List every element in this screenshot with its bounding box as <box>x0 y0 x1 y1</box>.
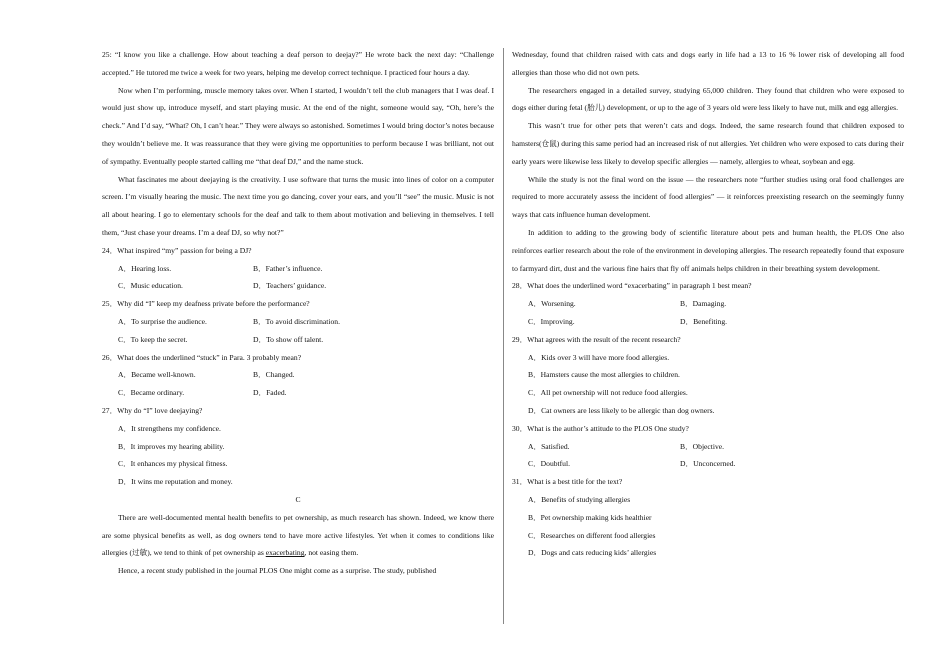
question-26-option-d[interactable]: D．Faded. <box>253 388 287 398</box>
passage-c-paragraph-6: In addition to adding to the growing body of scientific literature about pets and human health, the PLOS One also reinforces earlier research about the role of the environment in developing allergies. The research repeatedly found that exposure to farmyard dirt, dust and the various fine hairs that fly off animals helps children in their breathing system development. <box>512 227 904 273</box>
question-25-option-c[interactable]: C．To keep the secret. <box>118 334 188 344</box>
question-31-option-b[interactable]: B．Pet ownership making kids healthier <box>528 512 652 522</box>
question-25 <box>102 295 494 348</box>
question-29-option-a[interactable]: A．Kids over 3 will have more food allergies. <box>528 352 670 362</box>
question-28-stem: 28．What does the underlined word “exacerbating” in paragraph 1 best mean? <box>512 281 752 291</box>
question-30-option-c[interactable]: C．Doubtful. <box>528 459 570 469</box>
question-24-option-d[interactable]: D．Teachers’ guidance. <box>253 281 327 291</box>
question-29-option-b[interactable]: B．Hamsters cause the most allergies to children. <box>528 370 680 380</box>
question-27-option-a[interactable]: A．It strengthens my confidence. <box>118 423 221 433</box>
question-25-option-a[interactable]: A．To surprise the audience. <box>118 316 207 326</box>
question-26 <box>102 349 494 402</box>
question-30 <box>512 420 904 473</box>
question-26-option-b[interactable]: B．Changed. <box>253 370 295 380</box>
passage-c-paragraph-4: This wasn’t true for other pets that weren’t cats and dogs. Indeed, the same research found that children exposed to hamsters(仓鼠) during this same period had an increased risk of nut allergies. Yet children who were exposed to cats during their early years were likewise less likely to develop specific allergies — namely, allergies to wheat, soybean and egg. <box>512 121 904 166</box>
question-28 <box>512 277 904 330</box>
question-28-option-d[interactable]: D．Benefiting. <box>680 316 728 326</box>
question-25-stem: 25．Why did “I” keep my deafness private before the performance? <box>102 299 310 309</box>
passage-c-paragraph-1-text-a: There are well-documented mental health benefits to pet ownership, as much research has shown. Indeed, we know there are some physical benefits as well, as dog owners tend to have more active lifestyles. Yet when it comes to conditions like allergies (过敏), we tend to think of pet ownership as <box>102 512 494 558</box>
passage-c-paragraph-3: The researchers engaged in a detailed survey, studying 65,000 children. They found that children who were exposed to dogs either during fetal (胎儿) development, or up to the age of 3 years old were less likely to have nut, milk and egg allergies. <box>512 85 904 113</box>
passage-c-paragraph-1-text-b: , not easing them. <box>304 548 359 558</box>
passage-c-paragraph-1 <box>102 509 494 562</box>
question-24 <box>102 242 494 295</box>
passage-c-paragraph-5: While the study is not the final word on the issue — the researchers note “further studies using oral food challenges are required to more accurately assess the incident of food allergies” — it reinforces preexisting research on the seemingly funny ways that cats influence human development. <box>512 174 904 220</box>
question-29-stem: 29．What agrees with the result of the recent research? <box>512 334 681 344</box>
passage-c-paragraph-2-continued: Wednesday, found that children raised with cats and dogs early in life had a 13 to 16 % lower risk of developing all food allergies than those who did not own pets. <box>512 50 904 77</box>
question-27-option-c[interactable]: C．It enhances my physical fitness. <box>118 459 228 469</box>
question-31-option-a[interactable]: A．Benefits of studying allergies <box>528 494 631 504</box>
question-28-option-a[interactable]: A．Worsening. <box>528 299 576 309</box>
question-24-option-a[interactable]: A．Hearing loss. <box>118 263 172 273</box>
question-30-option-d[interactable]: D．Unconcerned. <box>680 459 736 469</box>
passage-c-paragraph-2: Hence, a recent study published in the journal PLOS One might come as a surprise. The study, published <box>118 566 437 576</box>
question-28-option-b[interactable]: B．Damaging. <box>680 299 727 309</box>
passage-b-paragraph-3: What fascinates me about deejaying is the creativity. I use software that turns the music into lines of color on a computer screen. I’m visually hearing the music. The next time you go dancing, cover your ears, and you’ll “see” the music. Music is not all about hearing. I go to elementary schools for the deaf and talk to them about motivation and believing in themselves. I tell them, “Just chase your dreams. I’m a deaf DJ, so why not?” <box>102 174 494 237</box>
question-28-option-c[interactable]: C．Improving. <box>528 316 575 326</box>
question-31-option-d[interactable]: D．Dogs and cats reducing kids’ allergies <box>528 548 657 558</box>
underlined-word-exacerbating: exacerbating <box>265 548 305 558</box>
question-27-stem: 27．Why do “I” love deejaying? <box>102 405 203 415</box>
question-30-option-a[interactable]: A．Satisfied. <box>528 441 570 451</box>
question-24-option-c[interactable]: C．Music education. <box>118 281 183 291</box>
question-31-stem: 31．What is a best title for the text? <box>512 477 623 487</box>
question-24-stem: 24．What inspired “my” passion for being a DJ? <box>102 245 252 255</box>
question-31 <box>512 473 904 562</box>
question-26-stem: 26．What does the underlined “stuck” in Para. 3 probably mean? <box>102 352 302 362</box>
question-29-option-c[interactable]: C．All pet ownership will not reduce food allergies. <box>528 388 688 398</box>
question-29-option-d[interactable]: D．Cat owners are less likely to be allergic than dog owners. <box>528 405 715 415</box>
left-column <box>102 46 494 580</box>
question-27-option-d[interactable]: D．It wins me reputation and money. <box>118 477 233 487</box>
right-column <box>512 46 904 562</box>
question-30-stem: 30．What is the author’s attitude to the PLOS One study? <box>512 423 689 433</box>
question-31-option-c[interactable]: C．Researches on different food allergies <box>528 530 656 540</box>
passage-b-paragraph-2: Now when I’m performing, muscle memory takes over. When I started, I wouldn’t tell the club managers that I was deaf. I would just show up, introduce myself, and start playing music. At the end of the night, someone would say, “Oh, here’s the check.” And I’d say, “What? Oh, I can’t hear.” They were always so astonished. Sometimes I would bring doctor’s notes because they wouldn’t believe me. It was reassurance that they were giving me opportunities to perform because I was brilliant, not out of sympathy. Eventually people started calling me “that deaf DJ,” and the name stuck. <box>102 85 494 166</box>
passage-b-paragraph-1: 25: “I know you like a challenge. How about teaching a deaf person to deejay?” He wrote back the next day: “Challenge accepted.” He tutored me twice a week for two years, helping me develop correct technique. I practiced four hours a day. <box>102 50 494 77</box>
column-divider <box>503 48 504 624</box>
question-24-option-b[interactable]: B．Father’s influence. <box>253 263 323 273</box>
question-29 <box>512 331 904 420</box>
question-26-option-c[interactable]: C．Became ordinary. <box>118 388 185 398</box>
question-26-option-a[interactable]: A．Became well-known. <box>118 370 196 380</box>
question-27-option-b[interactable]: B．It improves my hearing ability. <box>118 441 225 451</box>
question-27 <box>102 402 494 491</box>
question-30-option-b[interactable]: B．Objective. <box>680 441 725 451</box>
question-25-option-d[interactable]: D．To show off talent. <box>253 334 324 344</box>
question-25-option-b[interactable]: B．To avoid discrimination. <box>253 316 340 326</box>
section-c-heading: C <box>295 494 301 504</box>
